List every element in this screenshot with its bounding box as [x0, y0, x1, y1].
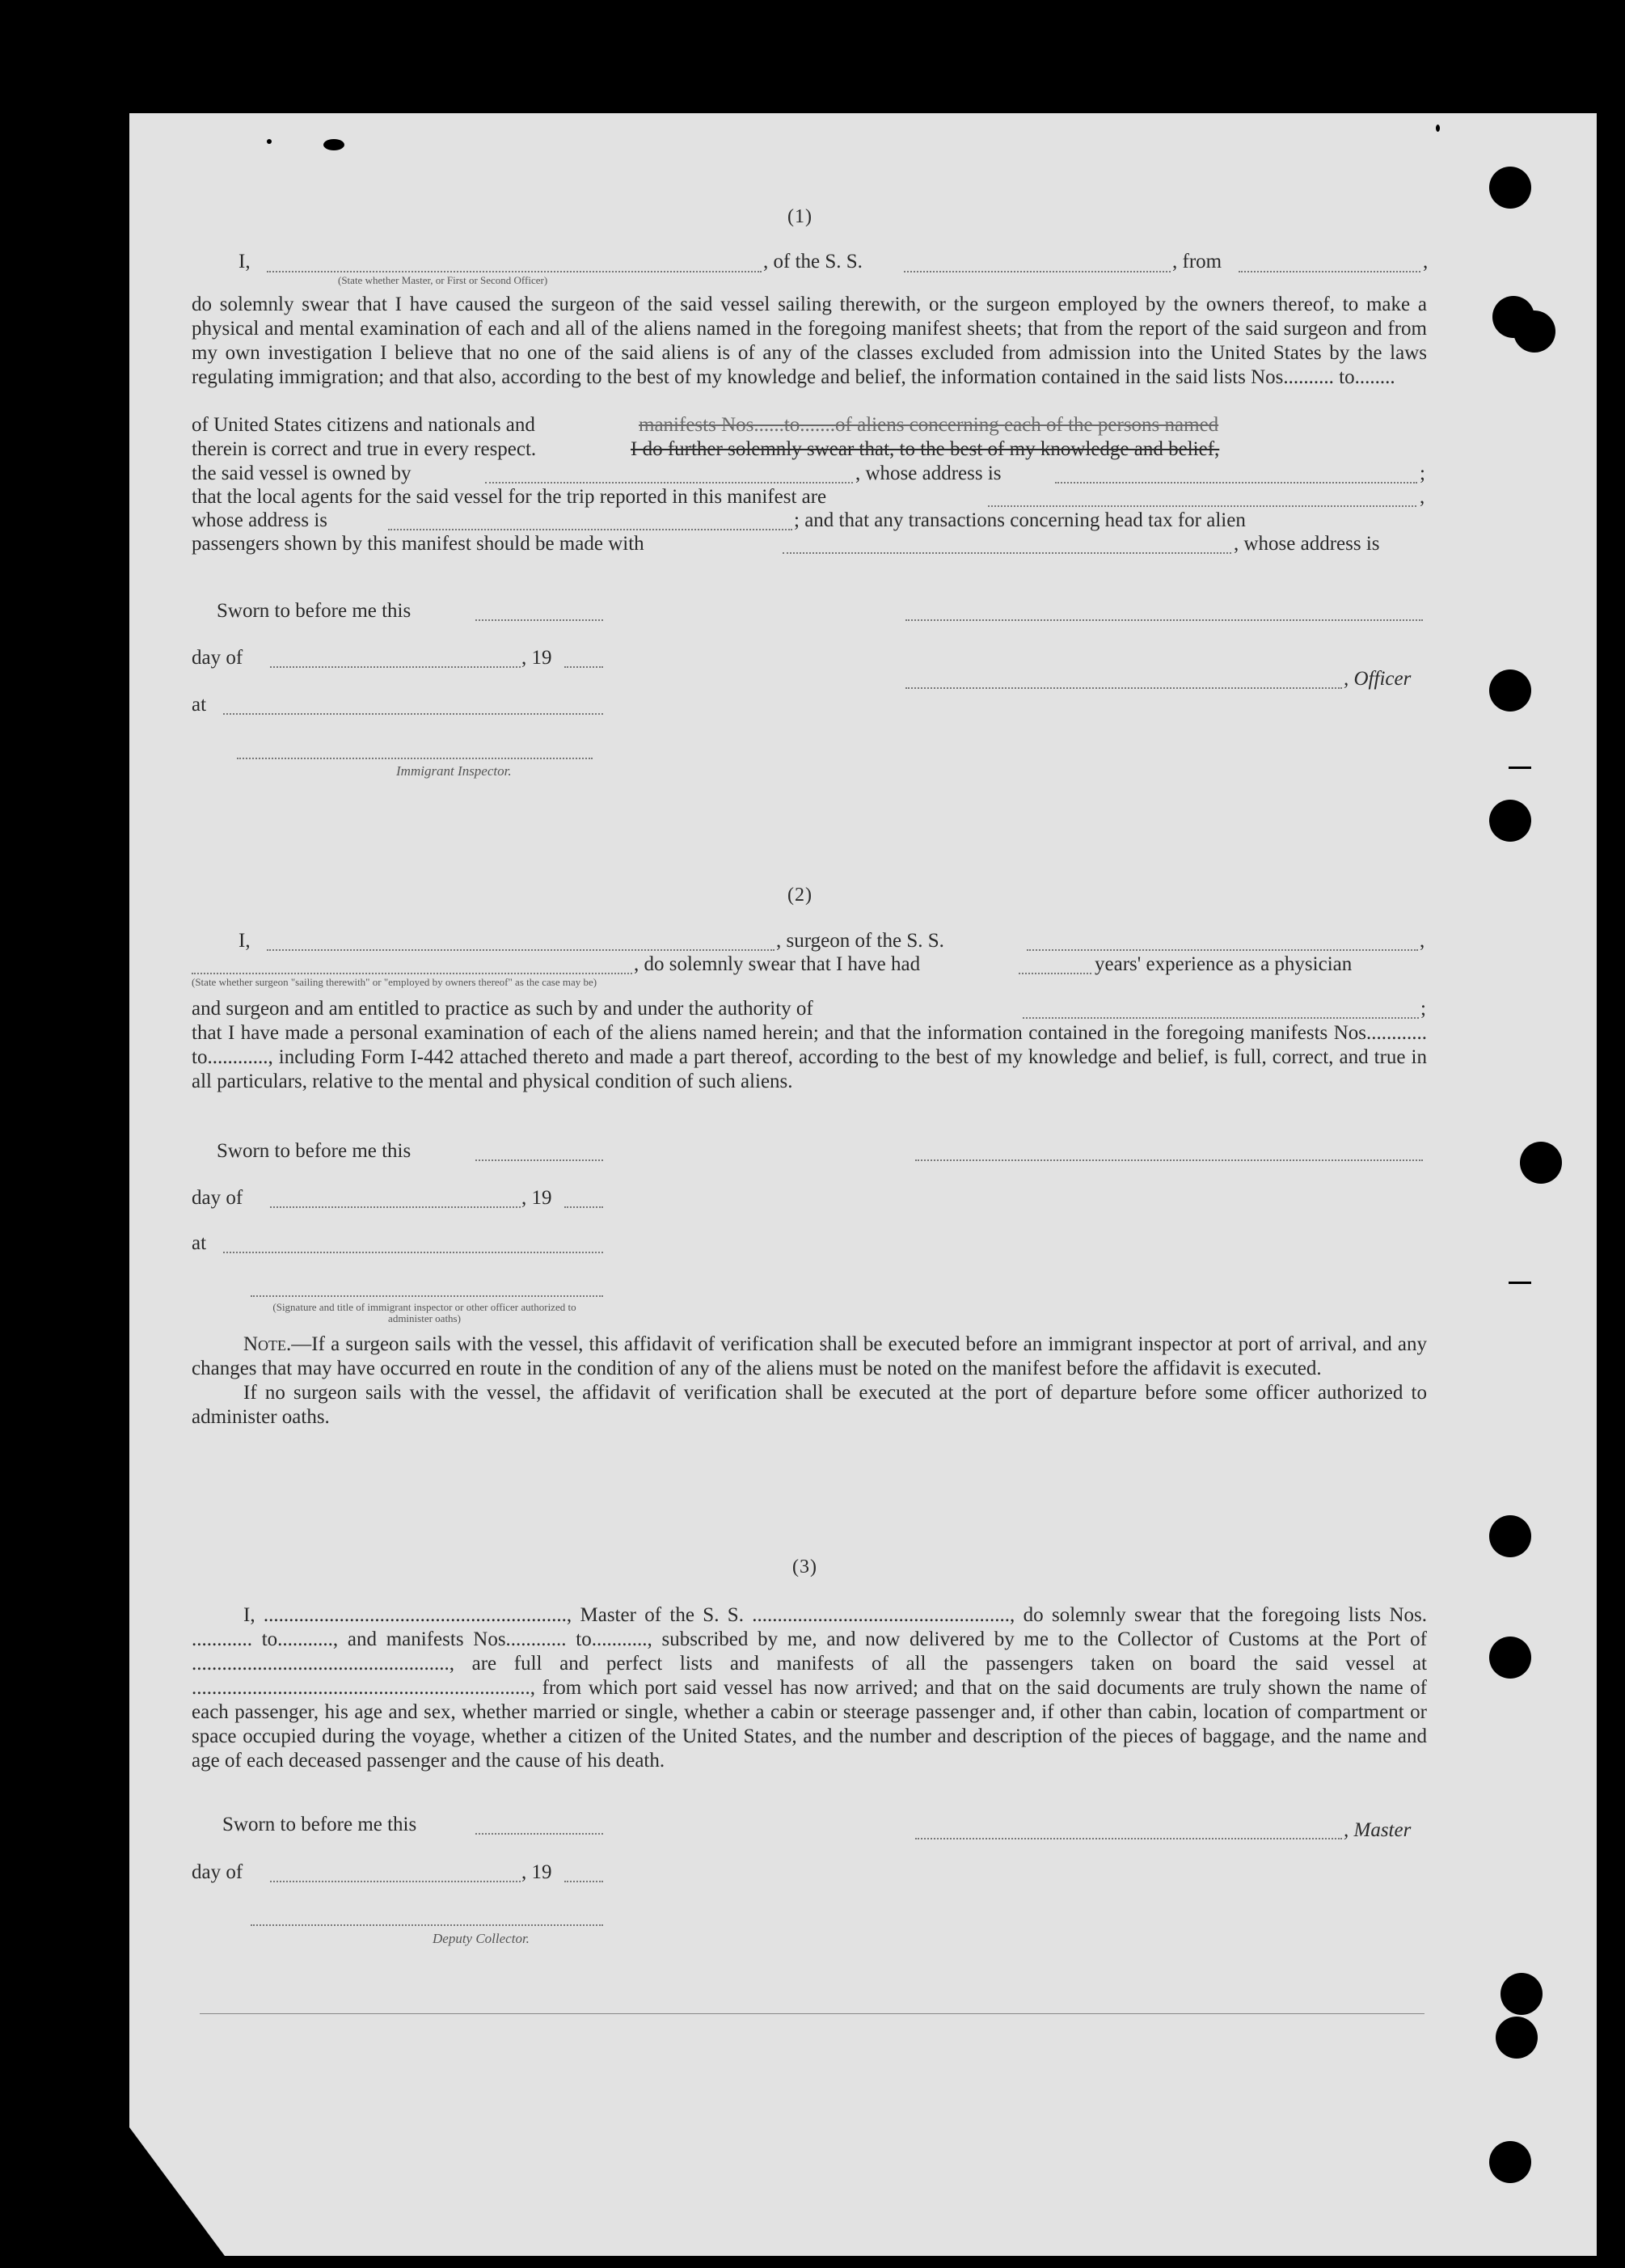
blank-line: [564, 1881, 603, 1882]
surgeon-hint: (State whether surgeon "sailing therewith" or "employed by owners thereof" as the case may be): [192, 976, 597, 988]
blank-line: [388, 529, 792, 530]
blank-line: [564, 1206, 603, 1208]
role-hint: (State whether Master, or First or Second Officer): [338, 274, 548, 286]
of-ss-label: , of the S. S.: [763, 251, 863, 272]
punch-hole: [1513, 310, 1555, 353]
sworn-label: Sworn to before me this: [217, 600, 412, 622]
blank-line: [267, 949, 775, 951]
edge-mark: [1509, 1282, 1531, 1284]
punch-hole: [1489, 1515, 1531, 1557]
year-label: , 19: [521, 1861, 552, 1883]
blank-line: [267, 271, 762, 272]
p-line4c: ;: [1420, 462, 1425, 484]
p-line4a: the said vessel is owned by: [192, 462, 412, 484]
signature-line: [905, 687, 1342, 689]
blank-line: [988, 505, 1416, 507]
at-label: at: [192, 694, 207, 716]
deputy-caption: Deputy Collector.: [433, 1931, 530, 1946]
ink-speck: [267, 139, 272, 144]
blank-line: [270, 1206, 521, 1208]
from-label: , from: [1172, 251, 1222, 272]
p-line7a: passengers shown by this manifest should be made with: [192, 533, 644, 555]
blank-line: [485, 482, 853, 484]
p-line6b: ; and that any transactions concerning head tax for alien: [794, 509, 1246, 531]
p-line5: that the local agents for the said vessel for the trip reported in this manifest are: [192, 486, 827, 508]
punch-hole: [1496, 2017, 1538, 2059]
years-label: years' experience as a physician: [1095, 953, 1353, 975]
master-label: , Master: [1344, 1819, 1412, 1841]
master-oath-paragraph: I, ............................................................, Master of the S. S. ..................................................., do solemnly swear that the foregoing lists Nos. ............ to..........., and manifests Nos............ to..........., subscribed by me, and now delivered by me to the Collector of Customs at the Port of ..................................................., are full and perfect lists and manifests of all the passengers taken on board the said vessel at ..................................................................., from which port said vessel has now arrived; and that on the said documents are truly shown the name of each passenger, his age and sex, whether married or single, whether a cabin or steerage passenger and, if other than cabin, location of compartment or space occupied during the voyage, whether a citizen of the United States, and the number and description of the pieces of baggage, and the name and age of each deceased passenger and the cause of his death.: [192, 1604, 1427, 1772]
blank-line: [1055, 482, 1417, 484]
semicolon: ;: [1420, 998, 1426, 1020]
day-of-label: day of: [192, 1187, 243, 1209]
surgeon-of-label: , surgeon of the S. S.: [776, 930, 944, 952]
blank-line: [904, 271, 1171, 272]
blank-line: [270, 1881, 521, 1882]
blank-line: [1027, 949, 1418, 951]
blank-line: [475, 1159, 603, 1161]
comma: ,: [1420, 930, 1425, 952]
blank-line: [1023, 1017, 1419, 1019]
p-line2a: of United States citizens and nationals and: [192, 414, 535, 436]
sworn-label: Sworn to before me this: [217, 1140, 412, 1162]
sworn-label: Sworn to before me this: [222, 1814, 417, 1835]
punch-hole: [1520, 1142, 1562, 1184]
p-line4b: , whose address is: [855, 462, 1002, 484]
punch-hole: [1489, 669, 1531, 712]
day-of-label: day of: [192, 1861, 243, 1883]
blank-line: [783, 552, 1231, 554]
year-label: , 19: [521, 647, 552, 669]
ink-speck: [323, 139, 344, 150]
section-number: (1): [787, 206, 812, 227]
punch-hole: [1500, 1973, 1543, 2015]
signature-line: [251, 1924, 603, 1926]
ink-speck: [1436, 125, 1440, 132]
comma: ,: [1423, 251, 1429, 272]
signature-line: [905, 619, 1423, 621]
signature-line: [915, 1838, 1342, 1839]
p-line5-end: ,: [1420, 486, 1425, 508]
intro-i: I,: [238, 251, 251, 272]
oath-paragraph: do solemnly swear that I have caused the surgeon of the said vessel sailing therewith, or the surgeon employed by the owners thereof, to make a physical and mental examination of each and all of the aliens named in the foregoing manifest sheets; that from the report of the said surgeon and from my own investigation I believe that no one of the said aliens is of any of the classes excluded from admission into the United States by the laws regulating immigration; and that also, according to the best of my knowledge and belief, the information contained in the said lists Nos.......... to........: [192, 294, 1427, 388]
authority-line: and surgeon and am entitled to practice as such by and under the authority of: [192, 998, 813, 1020]
signature-line: [237, 758, 593, 759]
officer-label: , Officer: [1344, 668, 1412, 690]
p-line6a: whose address is: [192, 509, 328, 531]
blank-line: [475, 619, 603, 621]
intro-i: I,: [238, 930, 251, 952]
note-paragraph: [192, 1333, 1427, 1430]
note-text: —If a surgeon sails with the vessel, this affidavit of verification shall be executed before an immigrant inspector at port of arrival, and any changes that may have occurred en route in the condition of any of the aliens must be noted on the manifest before the affidavit is executed.: [192, 1333, 1427, 1379]
p-line3b: I do further solemnly swear that, to the best of my knowledge and belief,: [631, 438, 1220, 460]
blank-line: [1019, 973, 1091, 974]
blank-line: [192, 973, 632, 974]
blank-line: [475, 1833, 603, 1835]
note-text-2: If no surgeon sails with the vessel, the affidavit of verification shall be executed at the port of departure before some officer authorized to administer oaths.: [192, 1382, 1427, 1428]
punch-hole: [1489, 2141, 1531, 2183]
p-line3a: therein is correct and true in every respect.: [192, 438, 537, 460]
blank-line: [270, 666, 521, 668]
blank-line: [223, 713, 603, 715]
year-label: , 19: [521, 1187, 552, 1209]
blank-line: [1239, 271, 1420, 272]
punch-hole: [1489, 167, 1531, 209]
signature-line: [251, 1295, 603, 1297]
signature-caption: (Signature and title of immigrant inspector or other officer authorized to administer oaths): [272, 1301, 576, 1324]
day-of-label: day of: [192, 647, 243, 669]
signature-line: [915, 1159, 1423, 1161]
section-number: (3): [792, 1556, 817, 1577]
at-label: at: [192, 1232, 207, 1254]
note-label: Note.: [243, 1333, 292, 1355]
punch-hole: [1489, 800, 1531, 842]
section-number: (2): [787, 885, 812, 906]
blank-line: [564, 666, 603, 668]
edge-mark: [1509, 767, 1531, 769]
punch-hole: [1489, 1637, 1531, 1679]
swear-label: , do solemnly swear that I have had: [634, 953, 921, 975]
bottom-rule: [200, 2013, 1425, 2014]
p-line7b: , whose address is: [1234, 533, 1380, 555]
blank-line: [223, 1252, 603, 1253]
p-line2b: manifests Nos......to.......of aliens concerning each of the persons named: [639, 414, 1219, 436]
inspector-caption: Immigrant Inspector.: [396, 763, 512, 779]
examination-paragraph: that I have made a personal examination of each of the aliens named herein; and that the information contained in the foregoing manifests Nos............ to............, including Form I-442 attached thereto and made a part thereof, according to the best of my knowledge and belief, is full, correct, and true in all particulars, relative to the mental and physical condition of such aliens.: [192, 1022, 1427, 1092]
